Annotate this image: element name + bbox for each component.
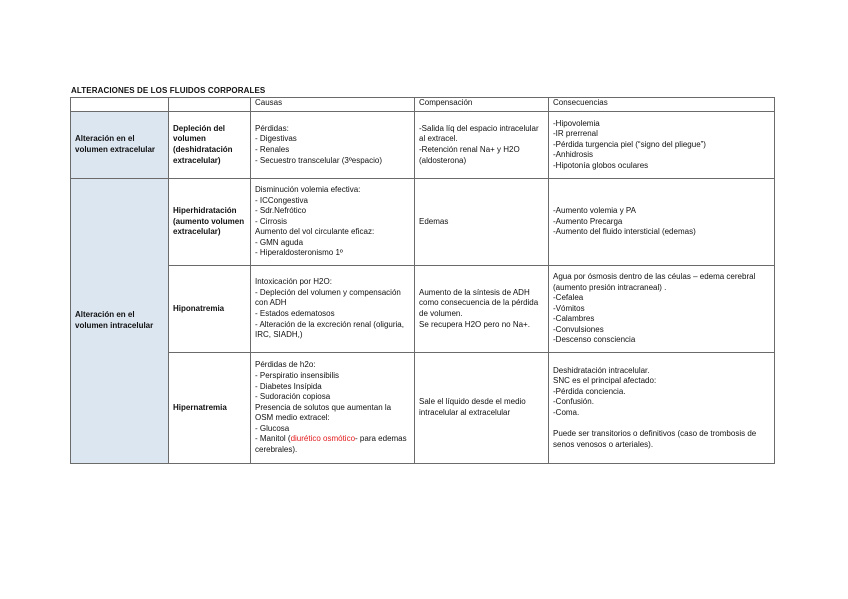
text-line: -Hipotonía globos oculares — [553, 160, 649, 170]
row-name-hiperhidratacion: Hiperhidratación (aumento volumen extracelular) — [169, 179, 251, 266]
table-row — [71, 112, 775, 179]
text-line: -Confusión. — [553, 397, 594, 407]
text-line: - ICCongestiva — [255, 195, 308, 205]
manitol-highlight: diurético osmótico — [290, 434, 356, 444]
text-line: - Sdr.Nefrótico — [255, 206, 307, 216]
text-line: - Depleción del volumen y compensación con ADH — [255, 287, 401, 308]
text-line: -Pérdida conciencia. — [553, 386, 626, 396]
text-line: - Cirrosis — [255, 216, 287, 226]
header-consecuencias: Consecuencias — [549, 98, 775, 112]
text-line: -Convulsiones — [553, 324, 604, 334]
document-title: ALTERACIONES DE LOS FLUIDOS CORPORALES — [71, 86, 266, 95]
text-line: Deshidratación intracelular. — [553, 365, 650, 375]
header-empty-1 — [71, 98, 169, 112]
row-name-depletion: Depleción del volumen (deshidratación extracelular) — [169, 112, 251, 179]
text-line: -Aumento volemia y PA — [553, 206, 636, 216]
row-name-hiponatremia: Hiponatremia — [169, 266, 251, 353]
text-line: -Aumento Precarga — [553, 216, 623, 226]
text-line: Aumento de la síntesis de ADH como consecuencia de la pérdida de volumen. — [419, 287, 539, 318]
cell-compensacion-depletion — [415, 112, 549, 179]
header-row — [71, 98, 775, 112]
cell-causas-hiperhidratacion — [251, 179, 415, 266]
table-row — [71, 353, 775, 464]
text-line: -Calambres — [553, 314, 595, 324]
cell-causas-hiponatremia — [251, 266, 415, 353]
table-row — [71, 179, 775, 266]
text-line: Intoxicación por H2O: — [255, 277, 332, 287]
text-line: - Perspiratio insensibilis — [255, 370, 340, 380]
text-line: -IR prerrenal — [553, 129, 598, 139]
cell-compensacion-hipernatremia — [415, 353, 549, 464]
text-line: - Alteración de la excreción renal (oliguria, IRC, SIADH,) — [255, 319, 404, 340]
text-line: Pérdidas de h2o: — [255, 360, 316, 370]
text-line: - Sudoración copiosa — [255, 392, 331, 402]
group-intracelular: Alteración en el volumen intracelular — [71, 179, 169, 464]
group-extracelular: Alteración en el volumen extracelular — [71, 112, 169, 179]
text-line — [553, 419, 770, 430]
header-compensacion: Compensación — [415, 98, 549, 112]
cell-causas-depletion — [251, 112, 415, 179]
cell-compensacion-hiponatremia — [415, 266, 549, 353]
text-line: Puede ser transitorios o definitivos (caso de trombosis de senos venosos o arteriales). — [553, 429, 757, 449]
cell-consecuencias-hiponatremia — [549, 266, 775, 353]
text-line: -Descenso consciencia — [553, 335, 636, 345]
text-line: -Retención renal Na+ y H2O (aldosterona) — [419, 145, 520, 165]
manitol-pre: - Manitol ( — [255, 434, 291, 444]
text-line: -Hipovolemia — [553, 118, 600, 128]
text-line: - Estados edematosos — [255, 309, 335, 318]
text-line: SNC es el principal afectado: — [553, 376, 657, 386]
cell-causas-hipernatremia — [251, 353, 415, 464]
text-line: - Renales — [255, 145, 290, 154]
text-line: - Diabetes Insípida — [255, 381, 322, 391]
row-name-hipernatremia: Hipernatremia — [169, 353, 251, 464]
cell-consecuencias-depletion — [549, 112, 775, 179]
cell-consecuencias-hiperhidratacion — [549, 179, 775, 266]
text-line: - Digestivas — [255, 134, 297, 144]
text-line: Disminución volemia efectiva: — [255, 184, 361, 194]
text-line: Edemas — [419, 216, 449, 226]
manitol-post: - para edemas cerebrales). — [255, 434, 407, 455]
cell-consecuencias-hipernatremia — [549, 353, 775, 464]
text-line: -Vómitos — [553, 303, 585, 313]
text-line: Presencia de solutos que aumentan la OSM medio extracel: — [255, 402, 392, 423]
text-line: - Glucosa — [255, 423, 290, 433]
text-line: Aumento del vol circulante eficaz: — [255, 227, 375, 237]
text-line: Sale el líquido desde el medio intracelular al extracelular — [419, 397, 526, 417]
text-line: - GMN aguda — [255, 237, 304, 247]
text-line: -Pérdida turgencia piel (“signo del pliegue”) — [553, 139, 706, 149]
fluid-alterations-table — [70, 97, 775, 464]
text-line: -Coma. — [553, 408, 580, 417]
text-line: -Anhidrosis — [553, 150, 594, 160]
text-line: -Cefalea — [553, 293, 584, 303]
text-line: - Hiperaldosteronismo 1º — [255, 248, 343, 258]
manitol-line — [255, 434, 410, 455]
table-row — [71, 266, 775, 353]
cell-compensacion-hiperhidratacion — [415, 179, 549, 266]
header-empty-2 — [169, 98, 251, 112]
text-line: Agua por ósmosis dentro de las céulas – edema cerebral (aumento presión intracraneal) . — [553, 271, 756, 292]
text-line: -Aumento del fluido intersticial (edemas) — [553, 227, 696, 237]
text-line: -Salida líq del espacio intracelular al extracel. — [419, 123, 539, 144]
header-causas: Causas — [251, 98, 415, 112]
text-line: Pérdidas: — [255, 123, 289, 133]
text-line: - Secuestro transcelular (3ºespacio) — [255, 155, 382, 165]
text-line: Se recupera H2O pero no Na+. — [419, 319, 530, 329]
